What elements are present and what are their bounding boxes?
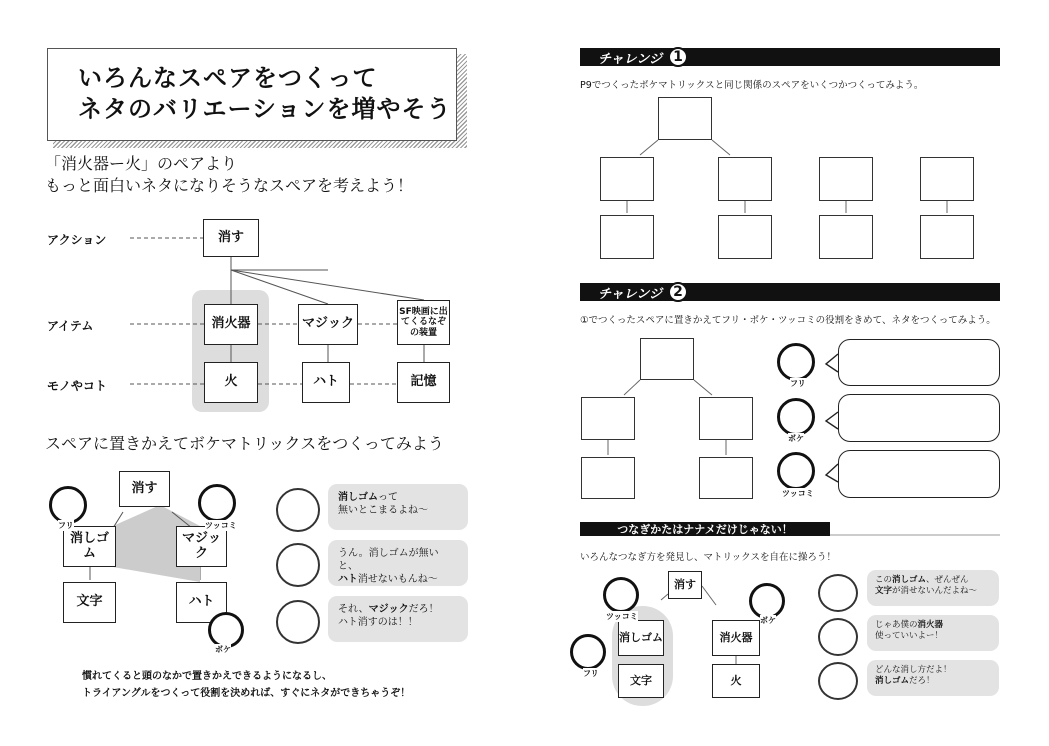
tri-right-box: マジック [176,526,227,567]
c1-thing-box-4[interactable] [920,215,974,259]
c1-item-box-4[interactable] [920,157,974,201]
answer-bubble-furi[interactable] [838,339,1000,386]
speech-bubble-6 [867,660,999,696]
section3-heading: つなぎかたはナナメだけじゃない！ [580,522,830,536]
bubble-4-line-2 [875,586,991,597]
intro-line-2: もっと面白いネタになりそうなスペアを考えよう！ [45,176,414,195]
bubble-6-line-1: どんな消し方だよ！ [875,665,952,675]
speech-bubble-4 [867,570,999,606]
bubble-5-a: じゃあ僕の [875,620,918,630]
challenge-1-text: P9でつくったボケマトリックスと同じ関係のスペアをいくつかつくってみよう。 [580,80,924,91]
bubble-4-a: この [875,575,893,585]
bubble-2-bold: ハト [338,574,358,585]
c2-left-box[interactable] [581,397,635,440]
answer-bubble-tsukkomi[interactable] [838,450,1000,498]
bubble-5-line-2: 使っていいよー！ [875,631,944,641]
bubble-6-b: 消しゴム [875,676,910,686]
row-label-thing: モノやコト [47,379,107,393]
tsukkomi-character-icon-2 [777,452,815,490]
c1-item-box-2[interactable] [718,157,772,201]
tsukkomi-character-icon-3 [603,577,639,613]
tri-right-bottom-box: ハト [176,582,227,623]
boke-character-icon-2 [777,398,815,436]
role-tag-tsukkomi-3: ツッコミ [606,612,638,621]
item-box-3: SF映画に出てくるなぞの装置 [397,300,450,345]
furi-character-icon-3 [570,634,606,670]
bubble-4-b: 消しゴム [892,575,927,585]
c1-item-box-1[interactable] [600,157,654,201]
speech-bubble-5 [867,615,999,651]
furi-face-icon-2 [818,574,858,612]
bubble-6-line-2 [875,676,991,687]
challenge-2-bar [580,283,1000,301]
bubble-4-c: 、ぜんぜん [926,575,969,585]
role-tag-furi-2: フリ [790,379,806,388]
tri-left-bottom-box: 文字 [63,582,116,623]
role-tag-tsukkomi: ツッコミ [205,521,237,530]
role-tag-furi-3: フリ [583,669,599,678]
role-tag-tsukkomi-2: ツッコミ [782,489,814,498]
c2-right-box[interactable] [699,397,753,440]
challenge-2-number: 2 [668,282,688,302]
thing-box-2: ハト [302,362,350,403]
c1-thing-box-1[interactable] [600,215,654,259]
intro-line-1: 「消火器ー火」のペアより [45,154,238,173]
tri-left-box: 消しゴム [63,526,116,567]
tri-top-box: 消す [119,471,170,507]
title-line-1: いろんなスペアをつくって [78,64,378,92]
c1-thing-box-3[interactable] [819,215,873,259]
tri2-right-box: 消火器 [712,620,760,656]
action-box: 消す [203,219,259,257]
bubble-3-bold: マジック [368,604,409,615]
bubble-5-line-1 [875,620,991,631]
c1-item-box-3[interactable] [819,157,873,201]
row-label-action: アクション [47,233,107,247]
title-line-2: ネタのバリエーションを増やそう [78,95,452,123]
role-tag-boke-3: ボケ [760,616,776,625]
tsukkomi-face-icon-2 [818,662,858,700]
c2-left-bottom-box[interactable] [581,457,635,499]
c1-top-box[interactable] [658,97,712,140]
challenge-1-number: 1 [668,47,688,67]
challenge-1-bar [580,48,1000,66]
thing-box-1: 火 [204,362,258,403]
bubble-6-c: だろ！ [909,676,935,686]
bubble-4-line-1 [875,575,991,586]
footer-line-1: 慣れてくると頭のなかで置きかえできるようになるし、 [82,671,332,682]
bubble-1-line-2: 無いとこまるよね〜 [338,505,428,516]
tri2-left-bottom-box: 文字 [618,664,664,698]
bubble-1-rest: って [378,492,398,503]
bubble-1-bold: 消しゴム [338,492,378,503]
c2-right-bottom-box[interactable] [699,457,753,499]
item-box-2: マジック [298,304,358,345]
challenge-2-text: ①でつくったスペアに置きかえてフリ・ボケ・ツッコミの役割をきめて、ネタをつくってみよう。 [580,315,996,326]
c1-thing-box-2[interactable] [718,215,772,259]
bubble-4-d: 文字 [875,586,893,596]
item-box-1: 消火器 [204,304,258,345]
tri2-top-box: 消す [668,571,702,599]
bubble-3-line-2: ハト消すのは！！ [338,617,418,628]
bubble-2-rest: 消せないもんね〜 [357,574,438,585]
boke-face-icon-2 [818,618,858,656]
bubble-3-pre: それ、 [338,604,369,615]
bubble-2-line-1: うん。消しゴムが無いと、 [338,548,439,572]
bubble-4-e: が消せないんだよね〜 [892,586,978,596]
section3-text: いろんなつなぎ方を発見し、マトリックスを自在に操ろう！ [580,552,837,563]
thing-box-3: 記憶 [397,362,450,403]
role-tag-boke-2: ボケ [788,434,804,443]
section2-heading: スペアに置きかえてボケマトリックスをつくってみよう [45,434,444,453]
role-tag-furi: フリ [58,521,74,530]
challenge-2-label: チャレンジ [598,286,662,302]
bubble-3-post: だろ！ [408,604,439,615]
furi-character-icon-2 [777,343,815,381]
bubble-5-b: 消火器 [917,620,944,630]
tri2-right-bottom-box: 火 [712,664,760,698]
answer-bubble-boke[interactable] [838,394,1000,442]
row-label-item: アイテム [47,319,94,333]
c2-top-box[interactable] [640,338,694,380]
boke-character-icon-3 [749,583,785,619]
challenge-1-label: チャレンジ [598,51,662,67]
role-tag-boke: ボケ [215,645,231,654]
footer-line-2: トライアングルをつくって役割を決めれば、すぐにネタができちゃうぞ！ [82,688,411,699]
tri2-left-box: 消しゴム [618,620,664,656]
